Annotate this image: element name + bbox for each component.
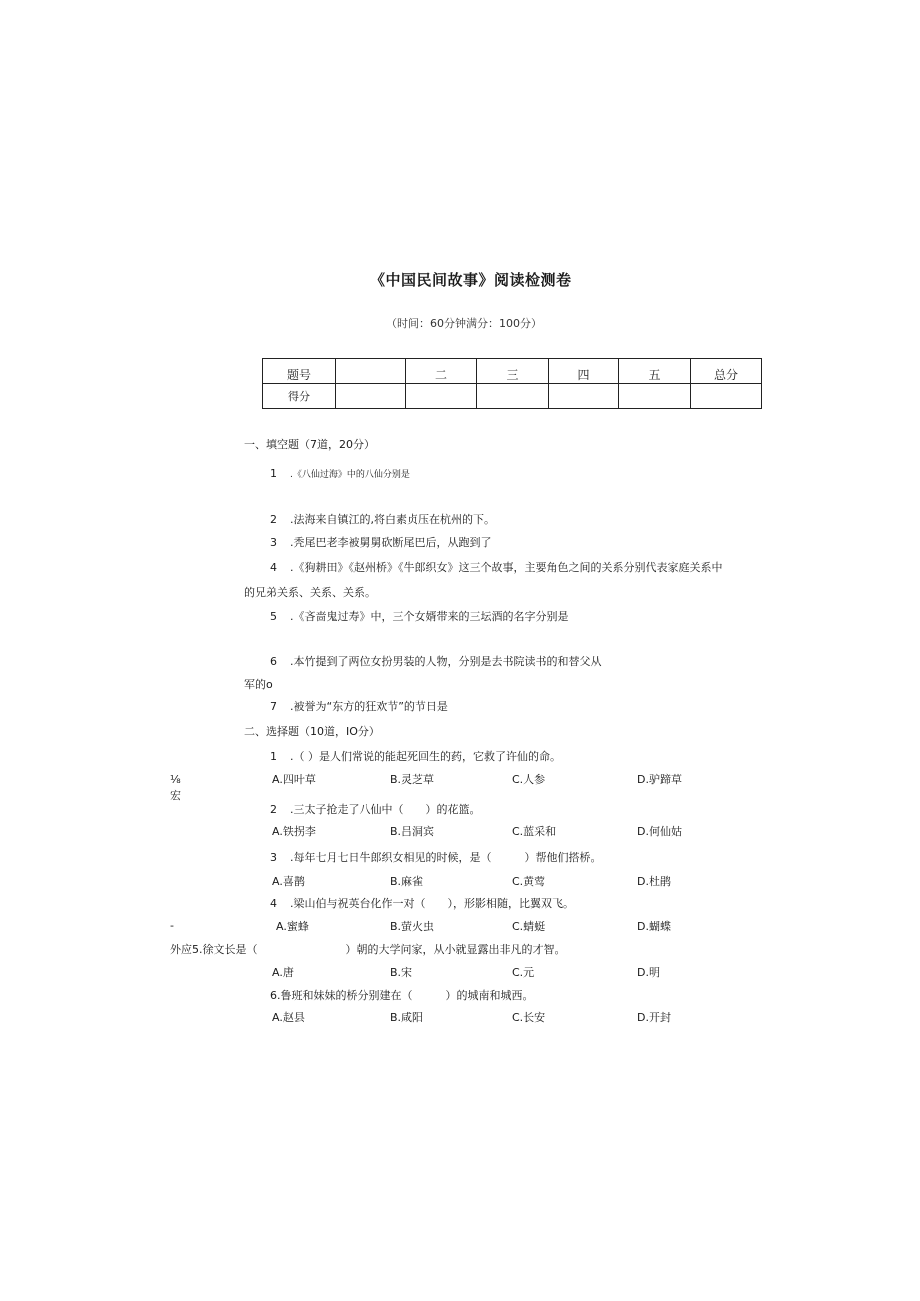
question-text: .被誉为“东方的狂欢节”的节日是 [290, 700, 448, 713]
fill-question-3 [270, 537, 492, 548]
question-number: 1 [270, 467, 277, 480]
question-text: 徐文长是（ ）朝的大学问家，从小就显露出非凡的才智。 [202, 943, 566, 956]
option-c: C.黄莺 [512, 875, 546, 888]
option-b: B.吕洞宾 [390, 825, 435, 838]
question-prefix: 外应5. [170, 943, 203, 956]
question-text: .法海来自镇江的,将白素贞压在杭州的下。 [290, 513, 495, 526]
exam-time-info: （时间：60分钟满分：100分） [386, 317, 542, 330]
section1-heading: 一、填空题（7道，20分） [244, 438, 375, 451]
option-d: D.驴蹄草 [637, 773, 682, 786]
page-title: 《中国民间故事》阅读检测卷 [370, 271, 572, 289]
question-text: .《八仙过海》中的八仙分别是 [290, 470, 410, 480]
question-text: .（ ）是人们常说的能起死回生的药，它救了许仙的命。 [290, 750, 561, 763]
option-c: C.人参 [512, 773, 546, 786]
score-cell: 四 [549, 359, 619, 384]
score-cell: 二 [406, 359, 477, 384]
score-cell: 三 [477, 359, 549, 384]
score-cell [336, 359, 406, 384]
option-c: C.蓝采和 [512, 825, 557, 838]
option-b: B.咸阳 [390, 1011, 424, 1024]
option-d: D.何仙姑 [637, 825, 682, 838]
question-number: 6 [270, 655, 277, 668]
option-d: D.开封 [637, 1011, 671, 1024]
fill-question-6 [270, 656, 602, 667]
fill-question-6-continued: 军的o [244, 678, 273, 691]
score-cell: 题号 [263, 359, 336, 384]
score-cell [691, 384, 762, 409]
option-b: B.宋 [390, 966, 413, 979]
question-text: .梁山伯与祝英台化作一对（ ），形影相随，比翼双飞。 [290, 897, 574, 910]
option-a: A.蜜蜂 [276, 920, 309, 933]
score-cell [336, 384, 406, 409]
option-a: A.喜鹊 [272, 875, 305, 888]
question-number: 4 [270, 561, 277, 574]
fill-question-2 [270, 514, 495, 525]
section2-heading: 二、选择题（10道，IO分） [244, 725, 380, 738]
score-cell [549, 384, 619, 409]
margin-mark: - [170, 919, 174, 932]
score-cell: 五 [619, 359, 691, 384]
choice-question-2 [270, 804, 481, 815]
score-table-score-row [263, 384, 762, 409]
option-d: D.杜鹃 [637, 875, 671, 888]
question-number: 1 [270, 750, 277, 763]
question-number: 3 [270, 536, 277, 549]
question-text: .本竹提到了两位女扮男装的人物，分别是去书院读书的和替父从 [290, 655, 602, 668]
question-text: .《狗耕田》《赵州桥》《牛郎织女》这三个故事，主要角色之间的关系分别代表家庭关系中 [290, 561, 723, 574]
fill-question-4 [270, 562, 723, 573]
score-table [262, 358, 762, 409]
score-cell [406, 384, 477, 409]
fill-question-1 [270, 468, 410, 480]
margin-mark: 宏 [170, 789, 181, 802]
option-a: A.唐 [272, 966, 294, 979]
option-b: B.萤火虫 [390, 920, 435, 933]
score-cell: 得分 [263, 384, 336, 409]
option-a: A.赵县 [272, 1011, 305, 1024]
question-number: 2 [270, 803, 277, 816]
option-d: D.蝴蝶 [637, 920, 671, 933]
fill-question-5 [270, 611, 569, 622]
margin-mark: ⅛ [170, 773, 181, 786]
fill-question-4-continued: 的兄弟关系、关系、关系。 [244, 586, 376, 599]
option-a: A.四叶草 [272, 773, 316, 786]
choice-question-3 [270, 852, 602, 863]
question-number: 2 [270, 513, 277, 526]
question-text: .三太子抢走了八仙中（ ）的花篮。 [290, 803, 481, 816]
score-table-header-row [263, 359, 762, 384]
fill-question-7 [270, 701, 448, 712]
score-cell: 总分 [691, 359, 762, 384]
question-number: 5 [270, 610, 277, 623]
option-c: C.蜻蜓 [512, 920, 546, 933]
option-b: B.麻雀 [390, 875, 424, 888]
option-b: B.灵芝草 [390, 773, 435, 786]
question-number: 7 [270, 700, 277, 713]
question-text: .每年七月七日牛郎织女相见的时候，是（ ）帮他们搭桥。 [290, 851, 602, 864]
question-text: .秃尾巴老李被舅舅砍断尾巴后，从跑到了 [290, 536, 492, 549]
option-c: C.元 [512, 966, 535, 979]
option-d: D.明 [637, 966, 660, 979]
choice-question-5 [170, 944, 566, 955]
question-number: 4 [270, 897, 277, 910]
option-c: C.长安 [512, 1011, 546, 1024]
question-text: .《吝啬鬼过寿》中，三个女婿带来的三坛酒的名字分别是 [290, 610, 569, 623]
choice-question-1 [270, 751, 561, 762]
score-cell [619, 384, 691, 409]
choice-question-4 [270, 898, 574, 909]
score-cell [477, 384, 549, 409]
option-a: A.铁拐李 [272, 825, 316, 838]
question-number: 3 [270, 851, 277, 864]
choice-question-6: 6.鲁班和妹妹的桥分别建在（ ）的城南和城西。 [270, 989, 534, 1002]
